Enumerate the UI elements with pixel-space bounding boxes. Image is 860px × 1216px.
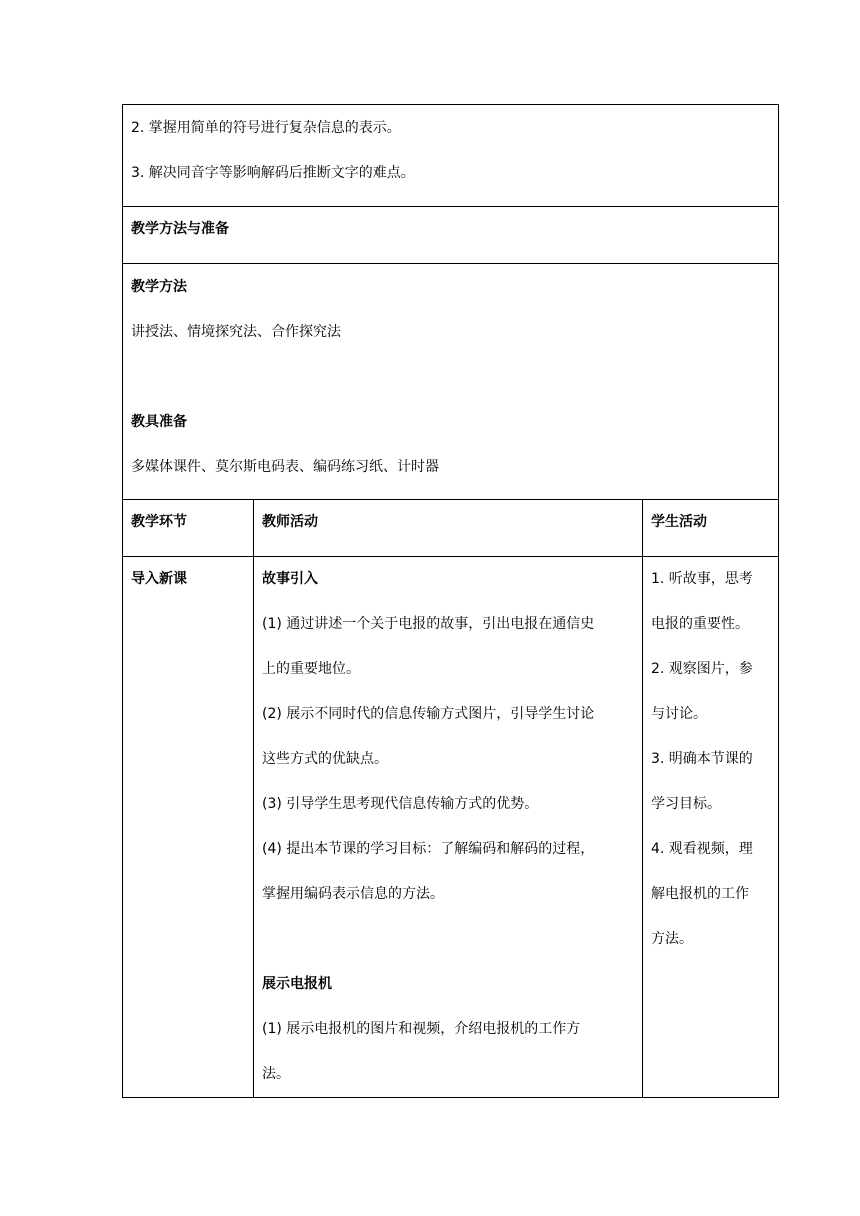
lesson-plan-document xyxy=(122,104,778,1098)
stage-cell xyxy=(123,557,254,1098)
methods-cell xyxy=(123,264,779,500)
table-header-row xyxy=(123,500,779,557)
header-cell-stage xyxy=(123,500,254,557)
methods-row xyxy=(123,264,779,500)
lesson-plan-table xyxy=(122,104,779,1098)
header-cell-teacher xyxy=(254,500,643,557)
teacher-line: (2) 展示不同时代的信息传输方式图片，引导学生讨论 xyxy=(262,706,595,722)
student-line: 2. 观察图片，参 xyxy=(651,661,753,677)
tools-text: 多媒体课件、莫尔斯电码表、编码练习纸、计时器 xyxy=(131,459,439,475)
student-line: 3. 明确本节课的 xyxy=(651,751,753,767)
header-cell-student xyxy=(643,500,779,557)
student-line: 与讨论。 xyxy=(651,706,707,722)
spacer xyxy=(131,355,770,400)
teacher-line: (3) 引导学生思考现代信息传输方式的优势。 xyxy=(262,796,539,812)
student-line: 解电报机的工作 xyxy=(651,886,749,902)
student-line: 学习目标。 xyxy=(651,796,721,812)
teacher-line: (4) 提出本节课的学习目标：了解编码和解码的过程， xyxy=(262,841,595,857)
section-title: 教学方法与准备 xyxy=(131,221,229,237)
teacher-line: 上的重要地位。 xyxy=(262,661,360,677)
teacher-heading: 故事引入 xyxy=(262,571,318,587)
objective-item: 3. 解决同音字等影响解码后推断文字的难点。 xyxy=(131,165,415,181)
header-stage: 教学环节 xyxy=(131,514,187,530)
header-student: 学生活动 xyxy=(651,514,707,530)
student-activity-cell xyxy=(643,557,779,1098)
student-line: 1. 听故事，思考 xyxy=(651,571,753,587)
teacher-line: 法。 xyxy=(262,1066,290,1082)
student-line: 电报的重要性。 xyxy=(651,616,749,632)
teacher-line: (1) 展示电报机的图片和视频，介绍电报机的工作方 xyxy=(262,1021,581,1037)
method-text: 讲授法、情境探究法、合作探究法 xyxy=(131,324,341,340)
student-line: 4. 观看视频，理 xyxy=(651,841,753,857)
header-teacher: 教师活动 xyxy=(262,514,318,530)
teacher-line: 掌握用编码表示信息的方法。 xyxy=(262,886,444,902)
stage-label: 导入新课 xyxy=(131,571,187,587)
section-title-cell xyxy=(123,207,779,264)
teacher-line: (1) 通过讲述一个关于电报的故事，引出电报在通信史 xyxy=(262,616,595,632)
spacer xyxy=(262,917,634,962)
objectives-row xyxy=(123,105,779,207)
section-title-row xyxy=(123,207,779,264)
teacher-activity-cell xyxy=(254,557,643,1098)
tools-heading: 教具准备 xyxy=(131,414,187,430)
teacher-heading: 展示电报机 xyxy=(262,976,332,992)
objectives-cell xyxy=(123,105,779,207)
table-row xyxy=(123,557,779,1098)
method-heading: 教学方法 xyxy=(131,279,187,295)
teacher-line: 这些方式的优缺点。 xyxy=(262,751,388,767)
objective-item: 2. 掌握用简单的符号进行复杂信息的表示。 xyxy=(131,120,401,136)
student-line: 方法。 xyxy=(651,931,693,947)
